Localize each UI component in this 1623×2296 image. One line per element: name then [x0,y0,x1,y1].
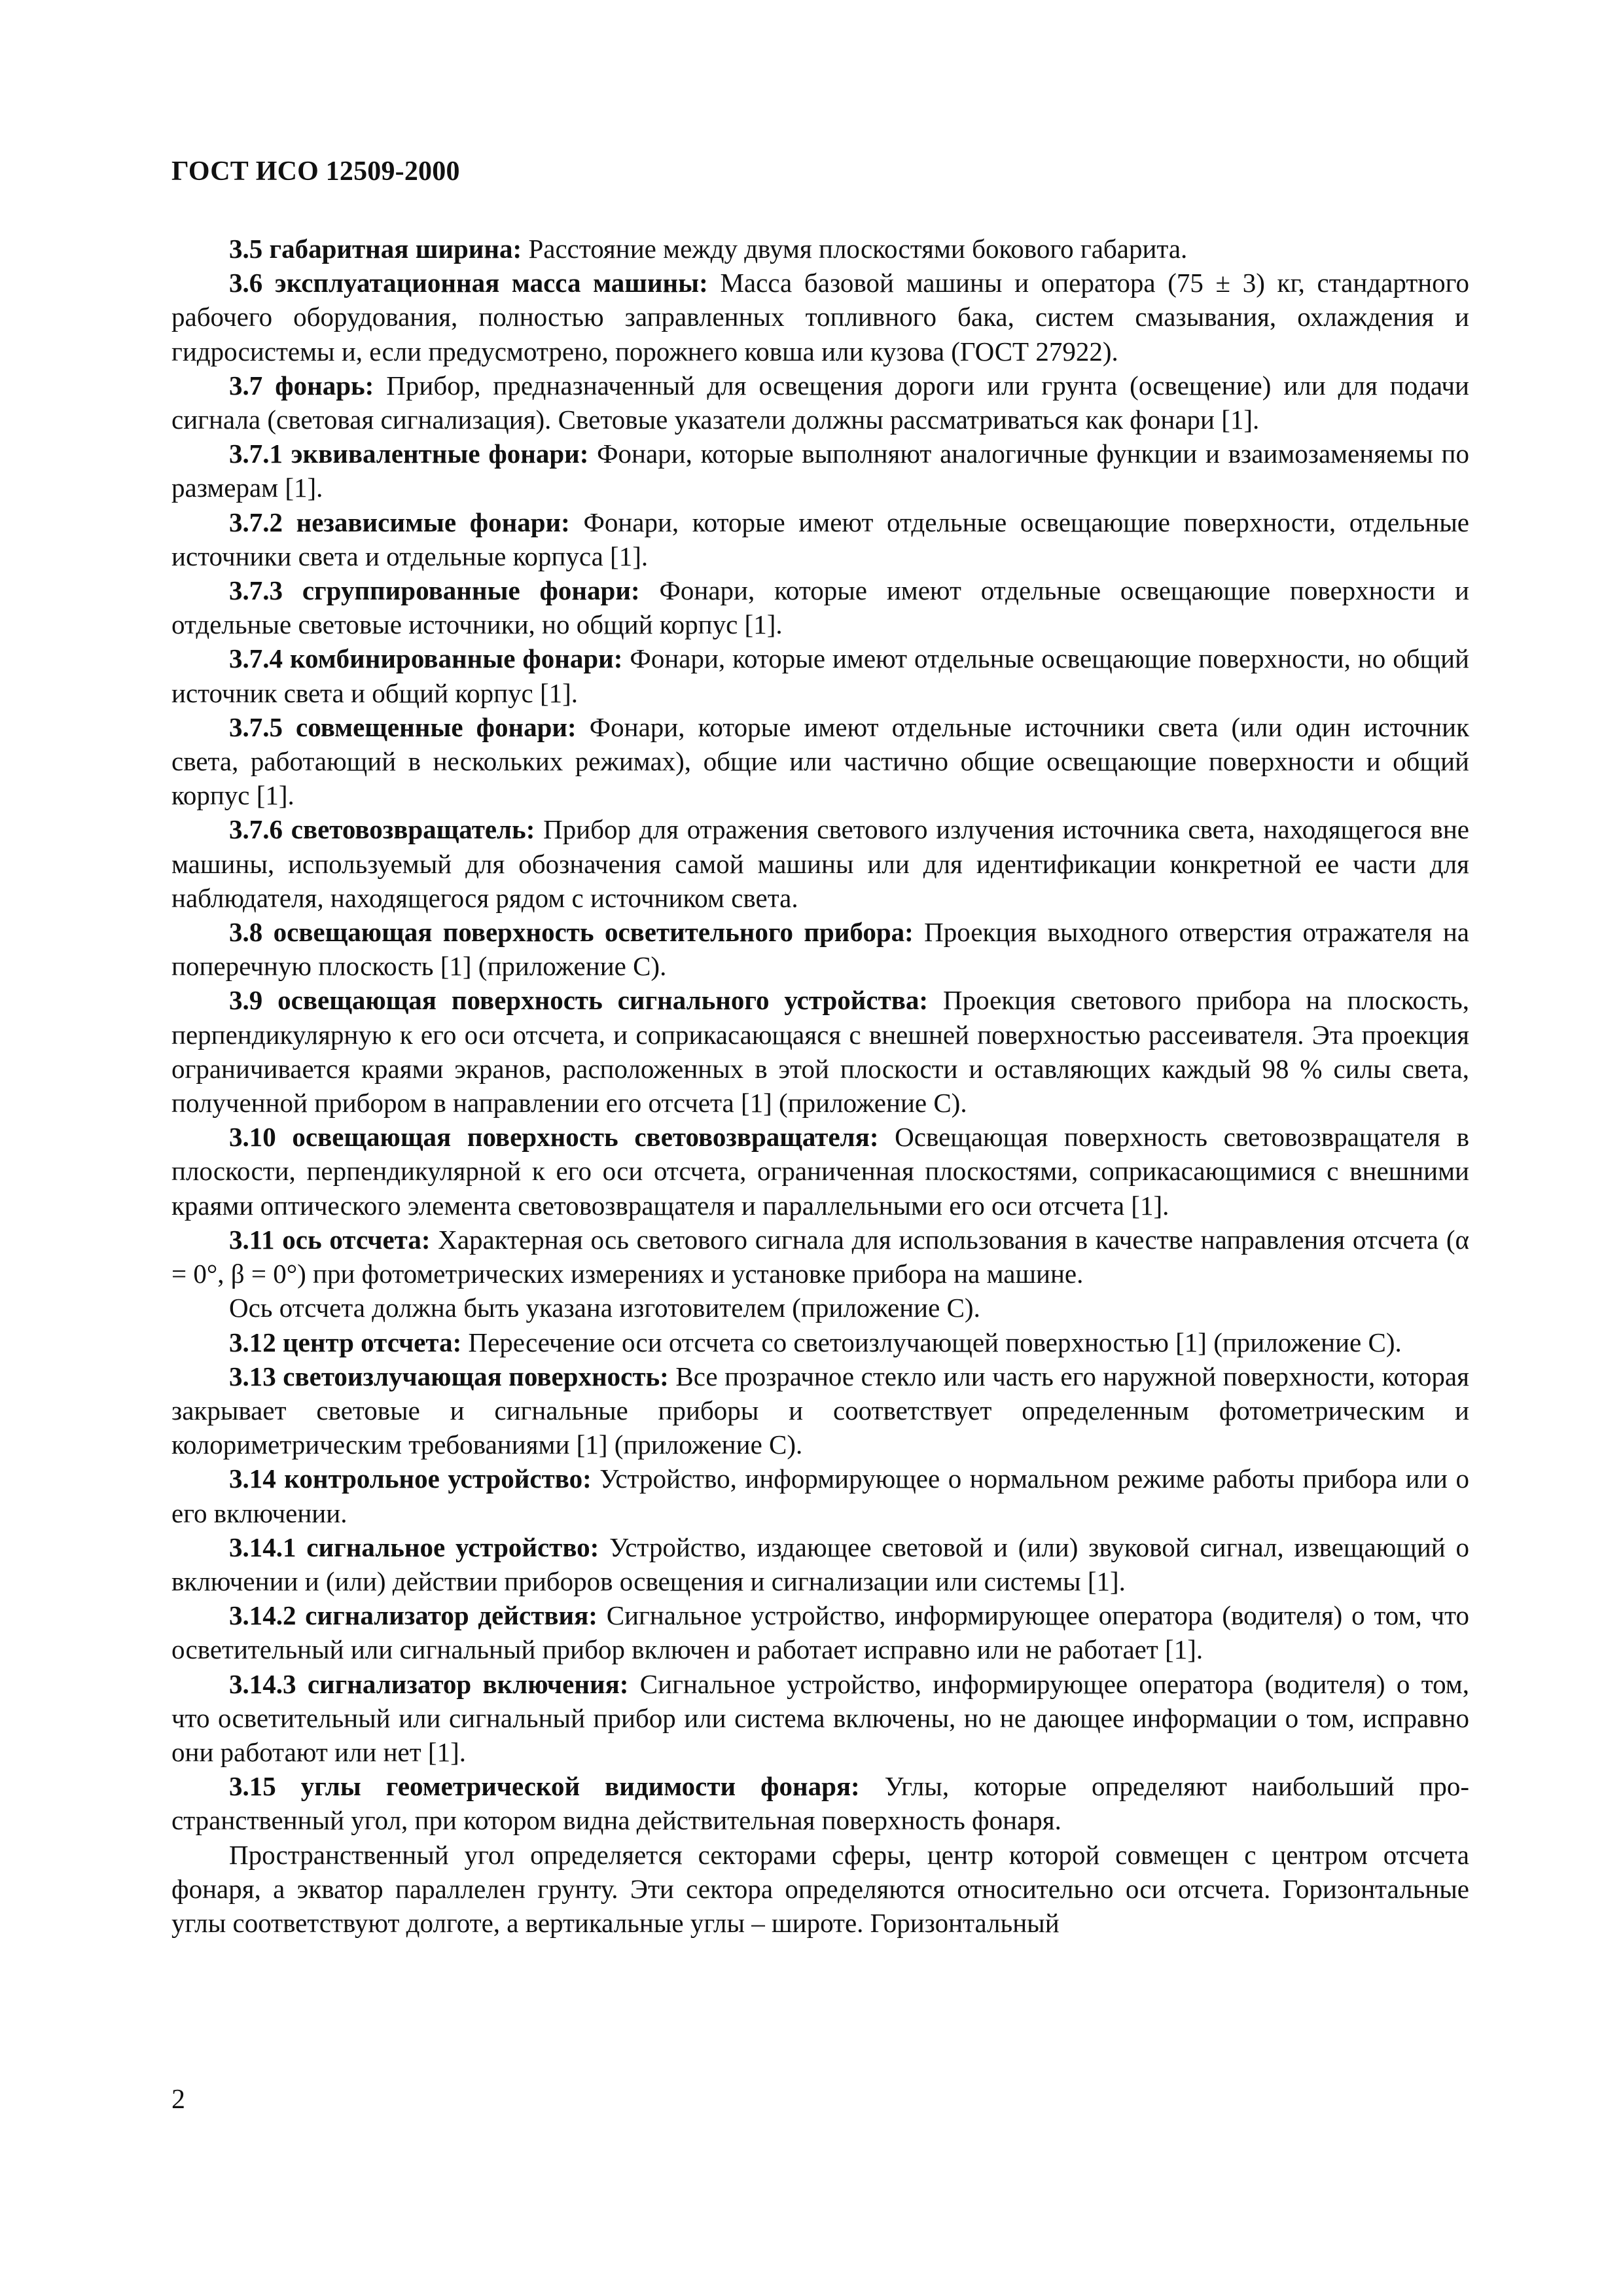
page-number: 2 [171,2085,185,2115]
term-label: 3.10 освещающая поверхность световозвращателя: [229,1122,879,1153]
paragraph-text: Прибор, предназначенный для освещения дороги или грунта (освещение) или для подачи сигнала (световая сигнализация). Световые указатели должны рассматриваться как фонари [1]. [171,370,1469,435]
paragraph-3-6 [171,266,1469,368]
paragraph-3-7-5 [171,710,1469,813]
paragraph-3-5 [171,232,1469,266]
term-label: 3.7.3 сгруппированные фонари: [229,575,640,606]
term-label: 3.11 ось отсчета: [229,1224,431,1255]
paragraph-3-7-4 [171,641,1469,709]
paragraph-3-15-continued [171,1838,1469,1941]
paragraph-text: Сигнальное устройство, информирующее оператора (водителя) о том, что осветительный или сигнальный прибор или система включены, но не дающее информации о том, исправно они работают или нет [1]. [171,1668,1469,1767]
paragraph-text: Устройство, информирующее о нормальном режиме работы прибора или о его включении. [171,1463,1470,1528]
paragraph-text: Пространственный угол определяется секторами сферы, центр которой совмещен с центром отсчета фонаря, а экватор параллелен грунту. Эти сектора определяются относительно оси отсчета. Горизонтальные углы соответствуют долготе, а вертикальные углы – широте. Горизонтальный [171,1839,1469,1938]
paragraph-text: Фонари, которые выполняют аналогичные функции и взаимозаменяемы по размерам [1]. [171,439,1469,503]
paragraph-text: Все прозрачное стекло или часть его наружной поверхности, которая закрывает световые и сигнальные приборы и соответствует определенным фотометрическим и колориметрическим требованиями [1] (приложение С). [171,1361,1469,1460]
term-label: 3.15 углы геометрической видимости фонаря: [229,1771,860,1802]
paragraph-3-7-3 [171,573,1469,641]
paragraph-3-12 [171,1325,1469,1359]
document-body [171,232,1469,1940]
paragraph-3-14-2 [171,1598,1469,1666]
paragraph-text: Прибор для отражения светового излучения источника света, находящегося вне машины, используемый для обозначения самой машины или для идентификации конкретной ее части для наблюдателя, находящегося рядом с источником света. [171,814,1469,913]
term-label: 3.7 фонарь: [229,370,374,401]
paragraph-text: Масса базовой машины и оператора (75 ± 3) кг, стандартного рабочего оборудования, полностью заправленных топливного бака, систем смазывания, охлаждения и гидросистемы и, если предусмотрено, порожнего ковша или кузова (ГОСТ 27922). [171,268,1469,367]
paragraph-text: Углы, которые определяют наибольший пространственный угол, при котором видна действительная поверхность фонаря. [171,1771,1469,1836]
paragraph-3-7-1 [171,437,1469,505]
paragraph-text: Пересечение оси отсчета со светоизлучающей поверхностью [1] (приложение С). [461,1327,1402,1357]
paragraph-3-13 [171,1359,1469,1462]
term-label: 3.12 центр отсчета: [229,1327,462,1357]
paragraph-3-8 [171,915,1469,983]
paragraph-3-15 [171,1769,1469,1837]
term-label: 3.7.2 независимые фонари: [229,507,570,537]
term-label: 3.14.3 сигнализатор включения: [229,1668,629,1699]
paragraph-3-14 [171,1462,1469,1530]
paragraph-text: Освещающая поверхность световозвращателя в плоскости, перпендикулярной к его оси отсчета, ограниченная плоскостями, соприкасающимися с внешними краями оптического элемента световозвращателя и параллельными его оси отсчета [1]. [171,1122,1470,1221]
paragraph-text: Проекция выходного отверстия отражателя на поперечную плоскость [1] (приложение С). [171,917,1469,982]
paragraph-text: Сигнальное устройство, информирующее оператора (водителя) о том, что осветительный или сигнальный прибор включен и работает исправно или не работает [1]. [171,1600,1469,1665]
paragraph-3-7-2 [171,505,1469,573]
paragraph-3-14-3 [171,1667,1469,1770]
term-label: 3.8 освещающая поверхность осветительного прибора: [229,917,914,948]
term-label: 3.6 эксплуатационная масса машины: [229,268,708,298]
paragraph-3-10 [171,1120,1469,1223]
paragraph-3-11-note [171,1291,1469,1325]
term-label: 3.7.1 эквивалентные фонари: [229,439,589,469]
term-label: 3.5 габаритная ширина: [229,234,522,264]
paragraph-text: Ось отсчета должна быть указана изготовителем (приложение С). [229,1293,980,1323]
term-label: 3.7.6 световозвращатель: [229,814,535,845]
paragraph-text: Устройство, издающее световой и (или) звуковой сигнал, извещающий о включении и (или) действии приборов освещения и сигнализации или системы [1]. [171,1532,1470,1596]
term-label: 3.14.2 сигнализатор действия: [229,1600,597,1631]
term-label: 3.13 светоизлучающая поверхность: [229,1361,669,1391]
paragraph-text: Фонари, которые имеют отдельные источники света (или один источник света, работающий в нескольких режимах), общие или частично общие освещающие поверхности и общий корпус [1]. [171,711,1469,811]
paragraph-3-14-1 [171,1530,1469,1598]
term-label: 3.9 освещающая поверхность сигнального устройства: [229,985,929,1016]
paragraph-text: Фонари, которые имеют отдельные освещающие поверхности и отдельные световые источники, но общий корпус [1]. [171,575,1469,640]
paragraph-text: Фонари, которые имеют отдельные освещающие поверхности, отдельные источники света и отдельные корпуса [1]. [171,507,1469,571]
paragraph-text: Проекция светового прибора на плоскость, перпендикулярную к его оси отсчета, и соприкасающаяся с внешней поверхностью рассеивателя. Эта проекция ограничивается краями экранов, расположенных в этой плоскости и оставляющих каждый 98 % силы света, полученной прибором в направлении его отсчета [1] (приложение С). [171,985,1469,1119]
document-header: ГОСТ ИСО 12509-2000 [171,156,460,187]
term-label: 3.14 контрольное устройство: [229,1463,592,1494]
paragraph-text: Характерная ось светового сигнала для использования в качестве направления отсчета (α = 0°, β = 0°) при фотометрических измерениях и установке прибора на машине. [171,1224,1469,1289]
paragraph-3-7 [171,368,1469,437]
term-label: 3.14.1 сигнальное устройство: [229,1532,599,1562]
paragraph-3-9 [171,983,1469,1120]
paragraph-3-7-6 [171,812,1469,915]
paragraph-text: Расстояние между двумя плоскостями бокового габарита. [522,234,1188,264]
paragraph-3-11 [171,1223,1469,1291]
term-label: 3.7.5 совмещенные фонари: [229,711,577,742]
term-label: 3.7.4 комбинированные фонари: [229,643,623,674]
paragraph-text: Фонари, которые имеют отдельные освещающие поверхности, но общий источник света и общий корпус [1]. [171,643,1470,708]
